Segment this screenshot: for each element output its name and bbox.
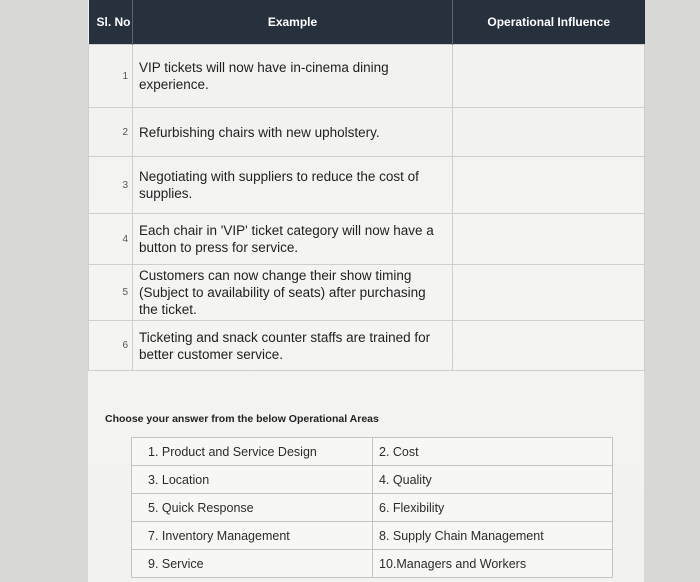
areas-row [132,522,613,550]
area-option: 4. Quality [373,466,613,494]
row-influence-cell[interactable] [453,108,645,157]
row-number: 2 [89,108,133,157]
row-example: Ticketing and snack counter staffs are trained for better customer service. [133,321,453,371]
row-influence-cell[interactable] [453,265,645,321]
row-number: 6 [89,321,133,371]
table-header-row [89,0,645,45]
area-option: 5. Quick Response [132,494,373,522]
row-number: 1 [89,45,133,108]
areas-row [132,438,613,466]
table-row [89,214,645,265]
areas-row [132,550,613,578]
row-example: Customers can now change their show timing (Subject to availability of seats) after purchasing the ticket. [133,265,453,321]
area-option: 10.Managers and Workers [373,550,613,578]
area-option: 2. Cost [373,438,613,466]
row-example: Refurbishing chairs with new upholstery. [133,108,453,157]
areas-instruction: Choose your answer from the below Operational Areas [105,413,379,425]
header-example: Example [133,0,453,45]
row-influence-cell[interactable] [453,45,645,108]
row-influence-cell[interactable] [453,321,645,371]
row-number: 4 [89,214,133,265]
area-option: 7. Inventory Management [132,522,373,550]
area-option: 9. Service [132,550,373,578]
header-operational-influence: Operational Influence [453,0,645,45]
area-option: 8. Supply Chain Management [373,522,613,550]
examples-table [88,0,645,371]
areas-row [132,494,613,522]
operational-areas-table [131,437,613,578]
row-example: VIP tickets will now have in-cinema dining experience. [133,45,453,108]
row-number: 5 [89,265,133,321]
row-influence-cell[interactable] [453,214,645,265]
table-row [89,45,645,108]
row-influence-cell[interactable] [453,157,645,214]
table-row [89,321,645,371]
area-option: 6. Flexibility [373,494,613,522]
table-row [89,157,645,214]
areas-row [132,466,613,494]
row-number: 3 [89,157,133,214]
header-sl-no: Sl. No [89,0,133,45]
row-example: Negotiating with suppliers to reduce the cost of supplies. [133,157,453,214]
table-row [89,265,645,321]
area-option: 3. Location [132,466,373,494]
area-option: 1. Product and Service Design [132,438,373,466]
row-example: Each chair in 'VIP' ticket category will now have a button to press for service. [133,214,453,265]
table-row [89,108,645,157]
